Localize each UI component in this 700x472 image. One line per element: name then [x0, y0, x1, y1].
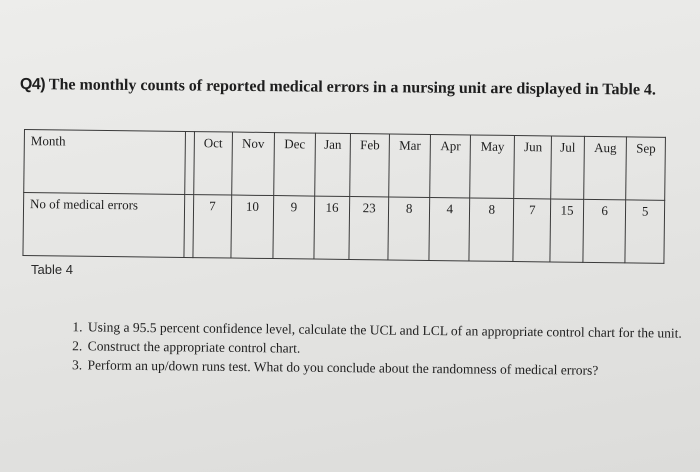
error-count-cell: 5	[625, 200, 664, 263]
error-count-cell: 16	[314, 196, 350, 259]
month-cell: Dec	[274, 133, 315, 196]
error-count-cell: 15	[550, 199, 583, 262]
month-row	[24, 130, 666, 201]
error-count-cell: 23	[349, 196, 388, 259]
error-count-cell: 4	[429, 197, 469, 260]
month-cell: Jan	[314, 133, 350, 196]
question-number: Q4)	[19, 76, 46, 94]
table-caption: Table 4	[31, 262, 73, 277]
month-row-label: Month	[24, 130, 186, 195]
month-cell: Apr	[430, 134, 470, 197]
task-item: 2. Construct the appropriate control chart.	[86, 339, 686, 360]
error-count-cell: 9	[273, 196, 314, 259]
task-list	[47, 320, 686, 383]
error-count-cell: 6	[583, 199, 626, 263]
error-count-cell: 7	[193, 195, 231, 258]
task-item: 3. Perform an up/down runs test. What do you conclude about the randomness of medical errors?	[85, 358, 685, 379]
error-count-cell: 7	[513, 198, 550, 261]
month-cell: Sep	[626, 137, 665, 200]
error-count-cell: 8	[388, 197, 430, 261]
month-cell: Jun	[514, 135, 551, 198]
errors-row	[23, 193, 665, 264]
month-cell: Aug	[584, 136, 627, 200]
month-cell: Oct	[194, 132, 232, 195]
month-cell: May	[470, 135, 515, 199]
question-heading	[20, 76, 656, 100]
errors-row-label: No of medical errors	[23, 193, 185, 258]
task-item: 1. Using a 95.5 percent confidence level, calculate the UCL and LCL of an appropriate control chart for the unit.	[86, 320, 686, 341]
month-cell: Nov	[231, 132, 274, 196]
question-text: The monthly counts of reported medical errors in a nursing unit are displayed in Table 4.	[48, 76, 657, 99]
error-count-cell: 8	[469, 198, 514, 262]
error-count-cell: 10	[231, 195, 274, 259]
month-cell: Mar	[389, 134, 431, 198]
month-cell: Jul	[551, 136, 584, 199]
month-cell: Feb	[350, 133, 389, 196]
medical-errors-table	[22, 129, 666, 264]
